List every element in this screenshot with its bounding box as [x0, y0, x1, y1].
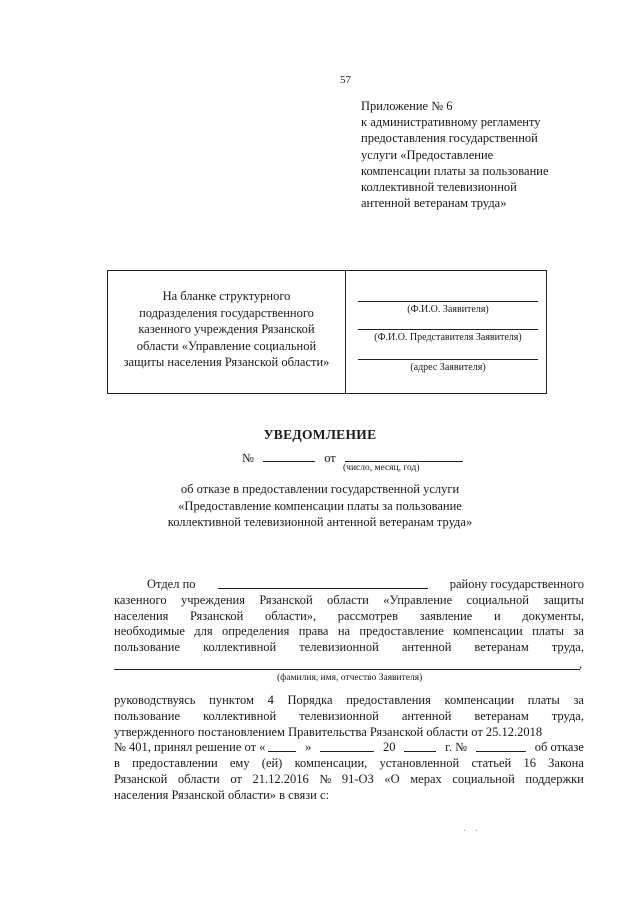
word: в	[114, 756, 120, 771]
word: компенсации,	[294, 756, 368, 771]
text-line	[114, 577, 584, 593]
notice-number-blank[interactable]	[263, 449, 315, 462]
word: Порядка	[287, 693, 333, 707]
word: Рязанской	[259, 592, 313, 607]
quote-close: »	[305, 740, 312, 755]
word: определения	[221, 624, 290, 639]
decision-text: № 401, принял решение от «	[114, 740, 266, 755]
word: «Управление	[383, 592, 453, 607]
subject-line: об отказе в предоставлении государственной услуги	[180, 482, 460, 496]
scan-specks: · ·	[463, 826, 482, 837]
word: предоставления	[346, 693, 431, 707]
page-number: 57	[340, 74, 351, 86]
word: для	[194, 624, 213, 639]
org-line: На бланке структурного	[162, 289, 291, 303]
word: телевизионной	[299, 708, 379, 723]
date-caption: (число, месяц, год)	[343, 463, 420, 473]
word: установленной	[379, 756, 460, 771]
word: коллективной	[203, 640, 277, 655]
word: платы	[532, 624, 565, 639]
number-label: №	[242, 451, 254, 465]
word: 91-ОЗ	[341, 771, 374, 786]
box-divider	[345, 271, 346, 393]
word: компенсации	[444, 693, 515, 707]
word: ветеранам	[474, 708, 529, 723]
word: Рязанской	[190, 608, 244, 623]
word: защиты	[543, 592, 584, 607]
letterhead-box	[107, 270, 547, 394]
text-line	[114, 772, 584, 788]
text-line	[114, 609, 584, 625]
applicant-fio-line[interactable]	[114, 669, 580, 670]
notice-subject	[0, 481, 640, 531]
paragraph-decision	[114, 693, 584, 804]
text-line	[114, 693, 584, 709]
paragraph-department	[114, 577, 584, 656]
text-line	[114, 640, 584, 656]
word: и	[493, 608, 501, 623]
word: 4	[267, 693, 274, 707]
text-line	[114, 740, 584, 756]
word: предоставлении	[132, 756, 218, 771]
word: права	[298, 624, 329, 639]
appendix-line: антенной ветеранам труда»	[361, 196, 507, 211]
word: телевизионной	[299, 640, 379, 655]
word: пунктом	[209, 693, 254, 707]
word: антенной	[401, 640, 452, 655]
word: пользование	[114, 640, 181, 655]
word: документы,	[522, 608, 584, 623]
decision-number-blank[interactable]	[476, 740, 526, 752]
text-line	[114, 593, 584, 609]
word: поддержки	[525, 771, 584, 786]
text-line	[114, 756, 584, 772]
word: 21.12.2016	[252, 771, 309, 786]
word: учреждения	[180, 592, 245, 607]
word: казенного	[114, 592, 167, 607]
appendix-line: услуги «Предоставление	[361, 147, 494, 162]
word: от	[230, 771, 242, 786]
text-line	[114, 624, 584, 640]
decision-day-blank[interactable]	[268, 740, 296, 752]
word: труда,	[551, 640, 584, 655]
decision-year-blank[interactable]	[404, 740, 436, 752]
org-line: казенного учреждения Рязанской	[138, 322, 315, 337]
word: Рязанской	[114, 771, 168, 786]
district-blank[interactable]	[218, 577, 428, 589]
decision-number-label: г. №	[445, 740, 468, 755]
word: статьей	[471, 756, 512, 771]
word: мерах	[410, 771, 442, 786]
word: (ей)	[261, 756, 283, 771]
text-line	[114, 709, 584, 725]
appendix-line: к административному регламенту	[361, 115, 541, 130]
appendix-line: коллективной телевизионной	[361, 180, 517, 195]
word: 16	[523, 756, 536, 771]
word: заявление	[419, 608, 473, 623]
org-line: защиты населения Рязанской области»	[123, 355, 330, 370]
fio-caption: (фамилия, имя, отчество Заявителя)	[277, 673, 423, 683]
from-label: от	[324, 451, 336, 465]
word: рассмотрев	[337, 608, 398, 623]
word: населения	[114, 608, 169, 623]
applicant-address-line[interactable]	[358, 359, 538, 360]
appendix-line: предоставления государственной	[361, 131, 538, 146]
address-caption: (адрес Заявителя)	[410, 362, 486, 373]
notice-date-blank[interactable]	[345, 449, 463, 462]
dept-tail: району государственного	[449, 577, 584, 591]
word: ему	[229, 756, 250, 771]
word: на	[337, 624, 351, 639]
text-line: утвержденного постановлением Правительства Рязанской области от 25.12.2018	[114, 724, 543, 739]
word: руководствуясь	[114, 693, 196, 707]
decision-month-blank[interactable]	[320, 740, 374, 752]
representative-name-line[interactable]	[358, 329, 538, 330]
representative-caption: (Ф.И.О. Представителя Заявителя)	[374, 332, 522, 343]
word: за	[573, 624, 584, 639]
word: компенсации	[453, 624, 523, 639]
subject-line: «Предоставление компенсации платы за пользование	[178, 498, 462, 513]
appendix-line: компенсации платы за пользование	[361, 163, 549, 178]
word: необходимые	[114, 624, 185, 639]
word: области	[177, 771, 220, 786]
word: социальной	[452, 771, 515, 786]
word: антенной	[401, 708, 452, 723]
org-line: подразделения государственного	[139, 305, 314, 320]
appendix-heading	[361, 98, 549, 211]
notice-title: УВЕДОМЛЕНИЕ	[263, 427, 377, 442]
text-line: населения Рязанской области» в связи с:	[114, 787, 329, 802]
word: платы	[527, 693, 560, 707]
subject-line: коллективной телевизионной антенной ветеранам труда»	[167, 515, 473, 529]
dept-label: Отдел по	[147, 577, 196, 591]
fio-comma: ,	[579, 657, 583, 671]
word: предоставление	[359, 624, 444, 639]
word: социальной	[466, 592, 529, 607]
org-line: области «Управление социальной	[136, 338, 317, 353]
refusal-text: об отказе	[534, 740, 584, 755]
word: пользование	[114, 708, 181, 723]
word: за	[573, 693, 584, 707]
word: ветеранам	[474, 640, 529, 655]
word: области	[327, 592, 369, 607]
applicant-caption: (Ф.И.О. Заявителя)	[407, 304, 489, 315]
word: труда,	[551, 708, 584, 723]
word: №	[319, 771, 332, 786]
year-prefix: 20	[383, 740, 396, 755]
word: области»,	[264, 608, 317, 623]
word: коллективной	[203, 708, 277, 723]
appendix-line: Приложение № 6	[361, 99, 453, 113]
applicant-name-line[interactable]	[358, 301, 538, 302]
letterhead-org	[108, 288, 345, 371]
word: Закона	[548, 756, 584, 771]
word: «О	[384, 771, 400, 786]
